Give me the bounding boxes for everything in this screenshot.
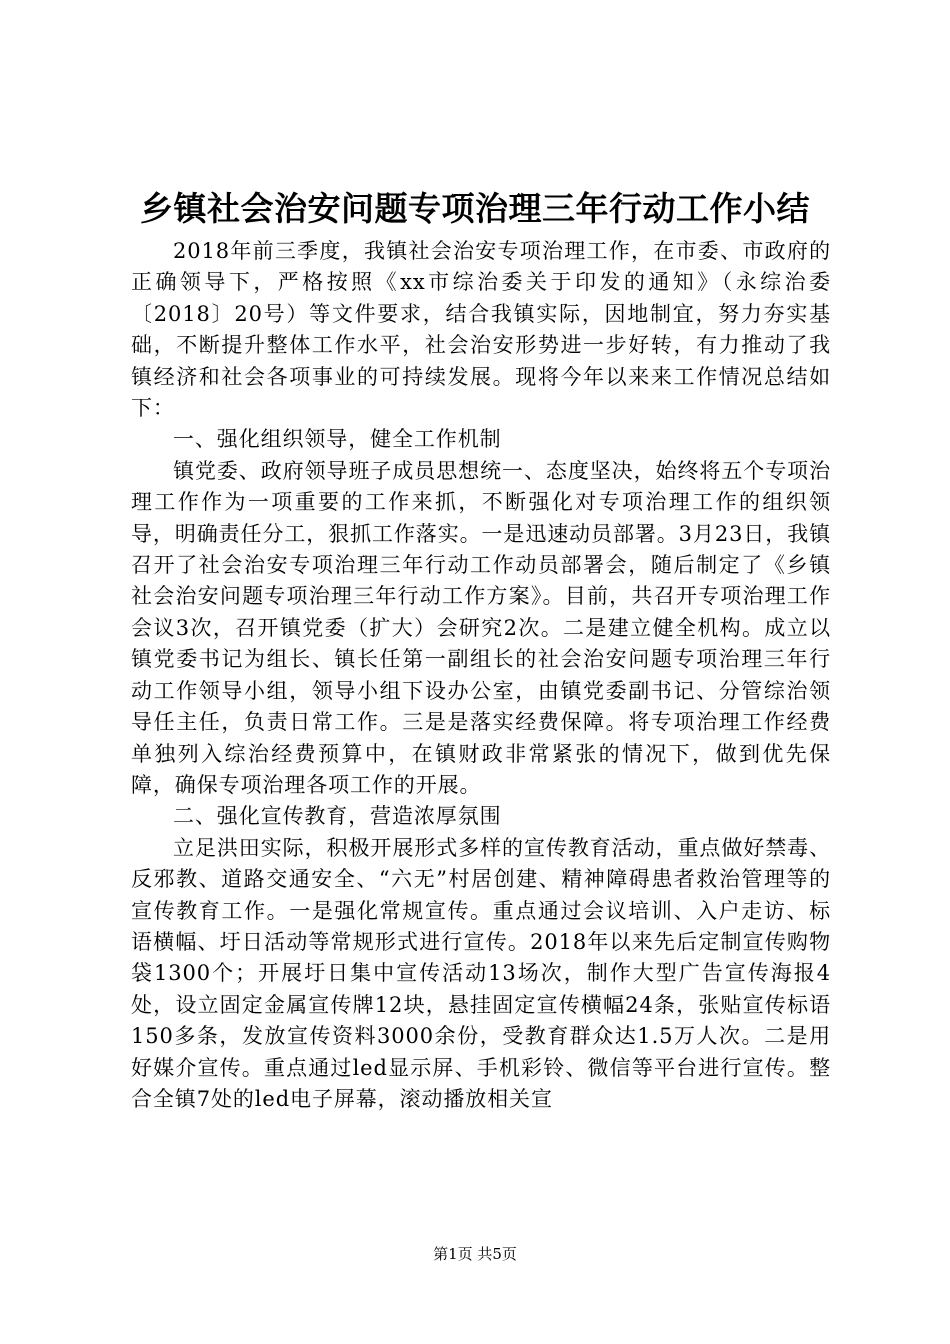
document-body [131,236,831,1115]
section-2-paragraph: 立足洪田实际，积极开展形式多样的宣传教育活动，重点做好禁毒、反邪教、道路交通安全、“六无”村居创建、精神障碍患者救治管理等的宣传教育工作。一是强化常规宣传。重点通过会议培训、入户走访、标语横幅、圩日活动等常规形式进行宣传。2018年以来先后定制宣传购物袋1300个；开展圩日集中宣传活动13场次，制作大型广告宣传海报4处，设立固定金属宣传牌12块，悬挂固定宣传横幅24条，张贴宣传标语150多条，发放宣传资料3000余份，受教育群众达1.5万人次。二是用好媒介宣传。重点通过led显示屏、手机彩铃、微信等平台进行宣传。整合全镇7处的led电子屏幕，滚动播放相关宣 [131,835,831,1111]
section-heading-2: 二、强化宣传教育，营造浓厚氛围 [173,804,502,829]
section-heading-1: 一、强化组织领导，健全工作机制 [173,427,502,452]
document-title: 乡镇社会治安问题专项治理三年行动工作小结 [140,189,810,228]
page-footer: 第1页 共5页 [433,1245,517,1263]
section-1-paragraph: 镇党委、政府领导班子成员思想统一、态度坚决，始终将五个专项治理工作作为一项重要的工作来抓，不断强化对专项治理工作的组织领导，明确责任分工，狠抓工作落实。一是迅速动员部署。3月23日，我镇召开了社会治安专项治理三年行动工作动员部署会，随后制定了《乡镇社会治安问题专项治理三年行动工作方案》。目前，共召开专项治理工作会议3次，召开镇党委（扩大）会研究2次。二是建立健全机构。成立以镇党委书记为组长、镇长任第一副组长的社会治安问题专项治理三年行动工作领导小组，领导小组下设办公室，由镇党委副书记、分管综治领导任主任，负责日常工作。三是是落实经费保障。将专项治理工作经费单独列入综治经费预算中，在镇财政非常紧张的情况下，做到优先保障，确保专项治理各项工作的开展。 [131,458,831,797]
intro-paragraph: 2018年前三季度，我镇社会治安专项治理工作，在市委、市政府的正确领导下，严格按照《xx市综治委关于印发的通知》（永综治委〔2018〕20号）等文件要求，结合我镇实际，因地制宜，努力夯实基础，不断提升整体工作水平，社会治安形势进一步好转，有力推动了我镇经济和社会各项事业的可持续发展。现将今年以来来工作情况总结如下： [131,239,831,421]
